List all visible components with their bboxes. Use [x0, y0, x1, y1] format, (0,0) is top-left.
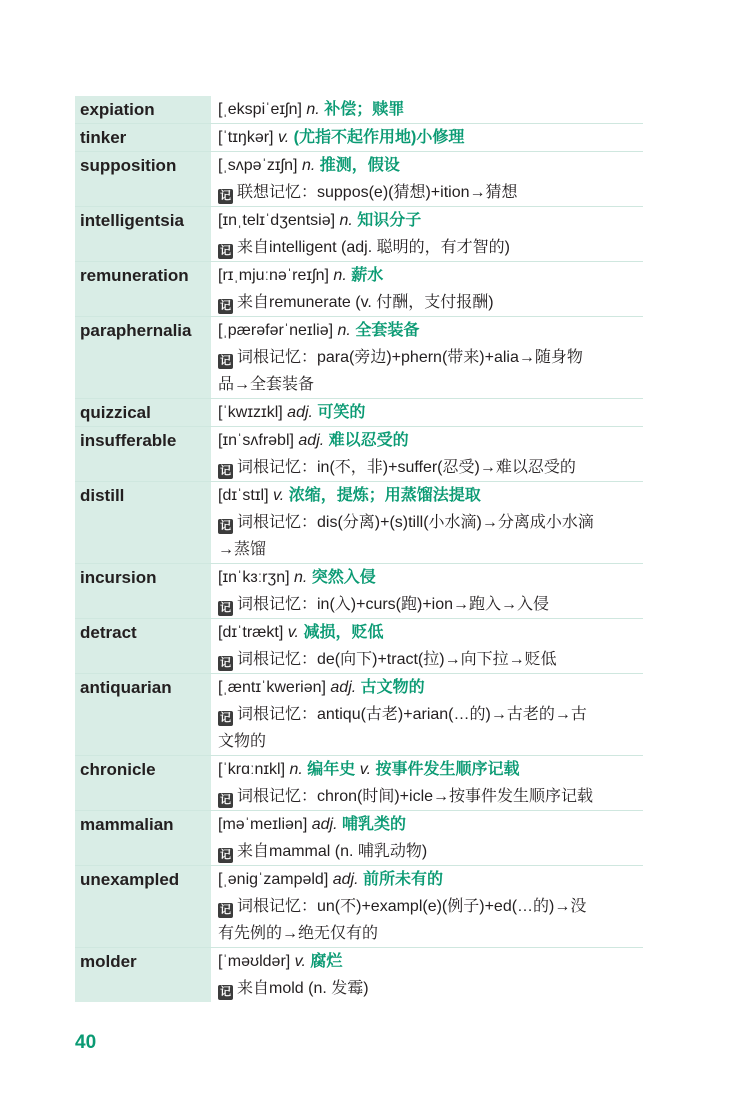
memory-note-text: 词根记忆：in(入)+curs(跑)+ion→跑入→入侵 — [237, 596, 550, 613]
vocab-entry — [75, 124, 643, 152]
definition-line — [218, 124, 643, 151]
memory-note — [218, 783, 643, 810]
definition-line — [218, 262, 643, 289]
memo-icon: 记 — [220, 355, 231, 367]
definition-line — [218, 674, 643, 701]
part-of-speech: v. — [277, 129, 290, 146]
phonetic: [ɪnˌtelɪˈdʒentsiə] — [218, 212, 336, 229]
phonetic: [ˈməʊldər] — [218, 953, 291, 970]
vocab-entry — [75, 482, 643, 564]
memo-icon: 记 — [220, 794, 231, 806]
definition — [211, 619, 643, 674]
definition-line — [218, 207, 643, 234]
definition — [211, 96, 643, 124]
definition-line — [218, 756, 643, 783]
page-number: 40 — [75, 1032, 97, 1053]
phonetic: [rɪˌmjuːnəˈreɪʃn] — [218, 267, 329, 284]
vocab-entry — [75, 262, 643, 317]
definition-line — [218, 564, 643, 591]
memory-note — [218, 920, 643, 947]
headword: tinker — [75, 124, 211, 152]
definition-line — [218, 152, 643, 179]
definition — [211, 811, 643, 866]
memory-note — [218, 454, 643, 481]
memory-note-text: 来自mold (n. 发霉) — [237, 980, 369, 997]
meaning: 难以忍受的 — [328, 432, 409, 449]
headword: intelligentsia — [75, 207, 211, 262]
part-of-speech: n. — [294, 569, 308, 586]
vocab-entry — [75, 866, 643, 948]
headword: quizzical — [75, 399, 211, 427]
memory-note-text: 来自intelligent (adj. 聪明的，有才智的) — [237, 239, 510, 256]
phonetic: [ˈtɪŋkər] — [218, 129, 274, 146]
part-of-speech: adj. — [330, 679, 357, 696]
memory-note — [218, 234, 643, 261]
definition — [211, 564, 643, 619]
headword: unexampled — [75, 866, 211, 948]
vocab-entry — [75, 619, 643, 674]
memory-note-text: 词根记忆：de(向下)+tract(拉)→向下拉→贬低 — [237, 651, 557, 668]
meaning: 哺乳类的 — [341, 816, 406, 833]
headword: distill — [75, 482, 211, 564]
part-of-speech: v. — [272, 487, 285, 504]
phonetic: [ˌekspiˈeɪʃn] — [218, 101, 302, 118]
part-of-speech: n. — [306, 101, 320, 118]
definition-line — [218, 96, 643, 123]
memory-note — [218, 179, 643, 206]
memo-icon: 记 — [220, 657, 231, 669]
part-of-speech: v. — [287, 624, 299, 641]
memory-note-text: 词根记忆：in(不，非)+suffer(忍受)→难以忍受的 — [237, 459, 576, 476]
phonetic: [dɪˈtrækt] — [218, 624, 284, 641]
meaning: 补偿；赎罪 — [324, 101, 405, 118]
vocab-entry — [75, 96, 643, 124]
definition — [211, 124, 643, 152]
part-of-speech: adj. — [298, 432, 325, 449]
headword: mammalian — [75, 811, 211, 866]
meaning: 推测，假设 — [319, 157, 400, 174]
meaning: 全套装备 — [355, 322, 420, 339]
memory-note — [218, 893, 643, 920]
part-of-speech: n. — [301, 157, 316, 174]
memory-note-text: 文物的 — [218, 733, 267, 750]
memo-icon: 记 — [220, 986, 231, 998]
part-of-speech: n. — [339, 212, 353, 229]
memo-icon: 记 — [220, 904, 231, 916]
part-of-speech: n. — [289, 761, 303, 778]
vocab-entry — [75, 674, 643, 756]
memory-note-text: 有先例的→绝无仅有的 — [218, 925, 379, 942]
phonetic: [dɪˈstɪl] — [218, 487, 269, 504]
memory-note-text: 来自mammal (n. 哺乳动物) — [237, 843, 428, 860]
memo-icon: 记 — [220, 465, 231, 477]
headword: expiation — [75, 96, 211, 124]
phonetic: [ɪnˈkɜːrʒn] — [218, 569, 290, 586]
definition — [211, 207, 643, 262]
definition — [211, 866, 643, 948]
phonetic: [ˌpærəfərˈneɪliə] — [218, 322, 334, 339]
memory-note-text: 联想记忆：suppos(e)(猜想)+ition→猜想 — [237, 184, 518, 201]
headword: antiquarian — [75, 674, 211, 756]
meaning: 薪水 — [351, 267, 384, 284]
headword: detract — [75, 619, 211, 674]
memory-note-text: 词根记忆：antiqu(古老)+arian(…的)→古老的→古 — [237, 706, 587, 723]
part-of-speech: v. — [294, 953, 306, 970]
memory-note — [218, 975, 643, 1002]
definition — [211, 948, 643, 1003]
definition-line — [218, 427, 643, 454]
memo-icon: 记 — [220, 520, 231, 532]
part-of-speech: adj. — [311, 816, 338, 833]
definition-line — [218, 811, 643, 838]
memory-note — [218, 646, 643, 673]
headword: molder — [75, 948, 211, 1003]
definition-line — [218, 619, 643, 646]
memory-note — [218, 536, 643, 563]
vocab-entry — [75, 399, 643, 427]
vocab-entry — [75, 564, 643, 619]
vocabulary-body — [75, 96, 643, 1002]
definition — [211, 427, 643, 482]
memory-note-text: 词根记忆：un(不)+exampl(e)(例子)+ed(…的)→没 — [237, 898, 587, 915]
vocab-entry — [75, 948, 643, 1003]
headword: chronicle — [75, 756, 211, 811]
definition-line — [218, 948, 643, 975]
meaning: 知识分子 — [357, 212, 422, 229]
memo-icon: 记 — [220, 300, 231, 312]
memory-note — [218, 289, 643, 316]
headword: insufferable — [75, 427, 211, 482]
vocab-entry — [75, 317, 643, 399]
vocab-entry — [75, 152, 643, 207]
phonetic: [ˈkrɑːnɪkl] — [218, 761, 286, 778]
phonetic: [ˌənigˈzampəld] — [218, 871, 329, 888]
memory-note — [218, 591, 643, 618]
vocabulary-table — [75, 96, 643, 1002]
headword: incursion — [75, 564, 211, 619]
headword: paraphernalia — [75, 317, 211, 399]
phonetic: [ˈkwɪzɪkl] — [218, 404, 283, 421]
memory-note — [218, 509, 643, 536]
memo-icon: 记 — [220, 190, 231, 202]
definition — [211, 399, 643, 427]
part-of-speech: adj. — [332, 871, 359, 888]
headword: supposition — [75, 152, 211, 207]
memory-note-text: 来自remunerate (v. 付酬，支付报酬) — [237, 294, 494, 311]
meaning: 突然入侵 — [311, 569, 376, 586]
definition — [211, 482, 643, 564]
definition-line — [218, 482, 643, 509]
part-of-speech: n. — [337, 322, 351, 339]
memory-note-text: 词根记忆：para(旁边)+phern(带来)+alia→随身物 — [237, 349, 583, 366]
meaning-2: 按事件发生顺序记载 — [375, 761, 520, 778]
memory-note-text: →蒸馏 — [218, 541, 267, 558]
memo-icon: 记 — [220, 849, 231, 861]
meaning: 减损，贬低 — [303, 624, 384, 641]
vocab-entry — [75, 811, 643, 866]
meaning: 编年史 — [307, 761, 356, 778]
vocab-entry — [75, 427, 643, 482]
meaning: 腐烂 — [310, 953, 343, 970]
headword: remuneration — [75, 262, 211, 317]
memo-icon: 记 — [220, 245, 231, 257]
memo-icon: 记 — [220, 602, 231, 614]
meaning: 前所未有的 — [362, 871, 443, 888]
phonetic: [ɪnˈsʌfrəbl] — [218, 432, 294, 449]
part-of-speech: adj. — [287, 404, 313, 421]
memory-note-text: 词根记忆：dis(分离)+(s)till(小水滴)→分离成小水滴 — [237, 514, 594, 531]
memory-note — [218, 838, 643, 865]
phonetic: [məˈmeɪliən] — [218, 816, 308, 833]
memory-note — [218, 701, 643, 728]
vocab-entry — [75, 756, 643, 811]
definition-line — [218, 399, 643, 426]
definition — [211, 262, 643, 317]
part-of-speech-2: v. — [359, 761, 372, 778]
memory-note-text: 品→全套装备 — [218, 376, 315, 393]
memory-note-text: 词根记忆：chron(时间)+icle→按事件发生顺序记载 — [237, 788, 594, 805]
definition-line — [218, 317, 643, 344]
memory-note — [218, 728, 643, 755]
phonetic: [ˌæntɪˈkweriən] — [218, 679, 326, 696]
meaning: 浓缩，提炼；用蒸馏法提取 — [288, 487, 481, 504]
memo-icon: 记 — [220, 712, 231, 724]
memory-note — [218, 371, 643, 398]
definition — [211, 674, 643, 756]
definition — [211, 756, 643, 811]
definition-line — [218, 866, 643, 893]
memory-note — [218, 344, 643, 371]
definition — [211, 152, 643, 207]
meaning: 可笑的 — [317, 404, 366, 421]
phonetic: [ˌsʌpəˈzɪʃn] — [218, 157, 298, 174]
vocab-entry — [75, 207, 643, 262]
definition — [211, 317, 643, 399]
part-of-speech: n. — [333, 267, 347, 284]
meaning: (尤指不起作用地)小修理 — [293, 129, 465, 146]
meaning: 古文物的 — [360, 679, 425, 696]
